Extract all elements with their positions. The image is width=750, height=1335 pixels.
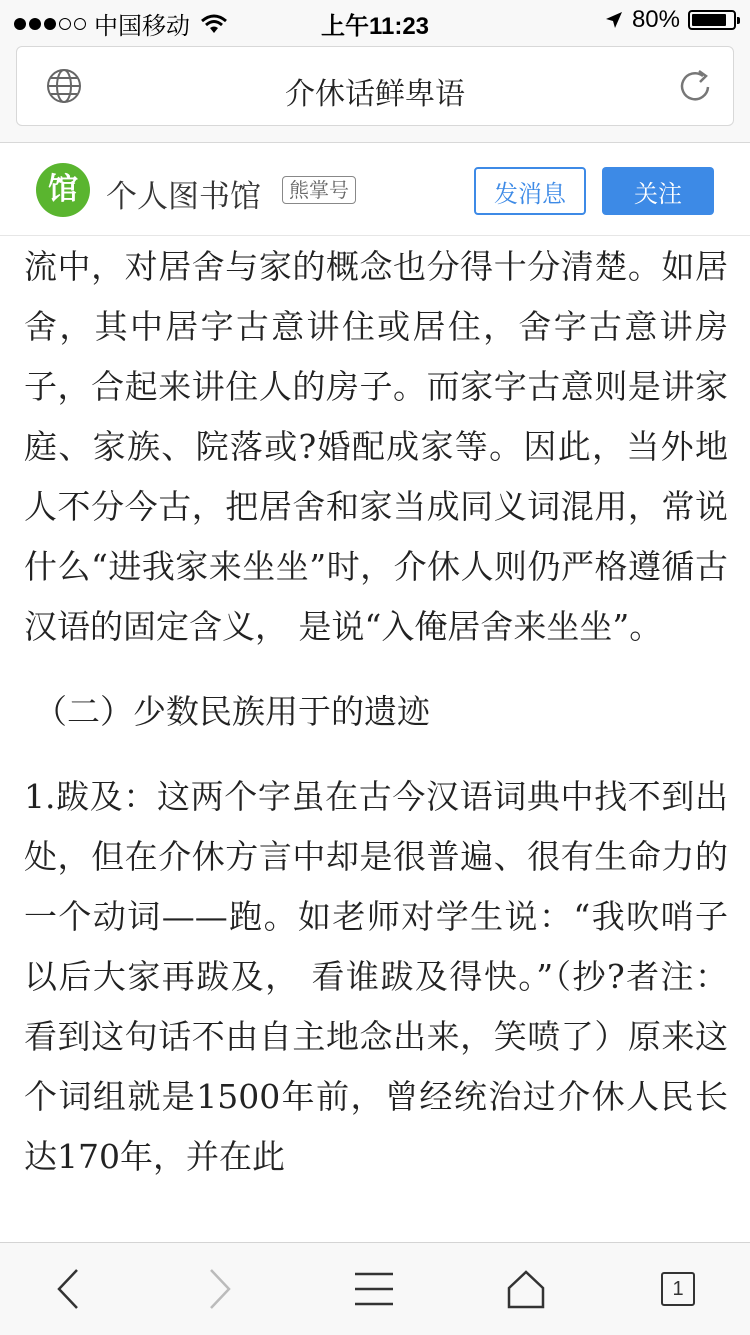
carrier-name: 中国移动	[94, 13, 190, 40]
tab-count-icon: 1	[661, 1272, 695, 1306]
logo-glyph: 馆	[48, 172, 78, 207]
address-bar[interactable]	[16, 46, 734, 126]
home-button[interactable]	[496, 1263, 556, 1315]
article-paragraph: 1.跋及：这两个字虽在古今汉语词典中找不到出处，但在介休方言中却是很普遍、很有生命力的一个动词——跑。如老师对学生说：“我吹哨子以后大家再跋及， 看谁跋及得快。”（抄?者注：看到这句话不由自主地念出来，笑喷了）原来这个词组就是1500年前，曾经统治过介休人民长达170年，并在此	[24, 777, 728, 1176]
browser-address-area	[0, 40, 750, 143]
xiongzhang-badge: 熊掌号	[282, 176, 356, 204]
article-body	[24, 237, 728, 1242]
site-header	[0, 143, 750, 236]
site-logo[interactable]	[36, 163, 90, 217]
battery-icon	[688, 10, 736, 30]
site-name[interactable]: 个人图书馆	[106, 179, 261, 215]
menu-icon	[354, 1271, 394, 1307]
tabs-button[interactable]	[648, 1263, 708, 1315]
menu-button[interactable]	[344, 1263, 404, 1315]
forward-button[interactable]	[190, 1263, 250, 1315]
article-paragraph: 流中，对居舍与家的概念也分得十分清楚。如居舍，其中居字古意讲住或居住，舍字古意讲房子，合起来讲住人的房子。而家字古意则是讲家 庭、家族、院落或?婚配成家等。因此，当外地人不分今古，把居舍和家当成同义词混用，常说什么“进我家来坐坐”时，介休人则仍严格遵循古汉语的固定含义， 是说“入俺居舍来坐坐”。	[24, 247, 728, 646]
chevron-right-icon	[205, 1267, 235, 1311]
reload-icon[interactable]	[675, 67, 715, 107]
page-title: 介休话鲜卑语	[285, 77, 465, 112]
status-time: 上午11:23	[320, 13, 430, 40]
bottom-toolbar	[0, 1242, 750, 1335]
battery-percent: 80%	[631, 6, 680, 33]
section-heading: （二）少数民族用于的遗迹	[34, 692, 430, 731]
home-icon	[506, 1269, 546, 1309]
status-bar	[0, 0, 750, 40]
back-button[interactable]	[38, 1263, 98, 1315]
location-arrow-icon	[604, 10, 624, 30]
chevron-left-icon	[53, 1267, 83, 1311]
status-right	[604, 6, 736, 34]
follow-button[interactable]: 关注	[602, 167, 714, 215]
send-message-button[interactable]: 发消息	[474, 167, 586, 215]
